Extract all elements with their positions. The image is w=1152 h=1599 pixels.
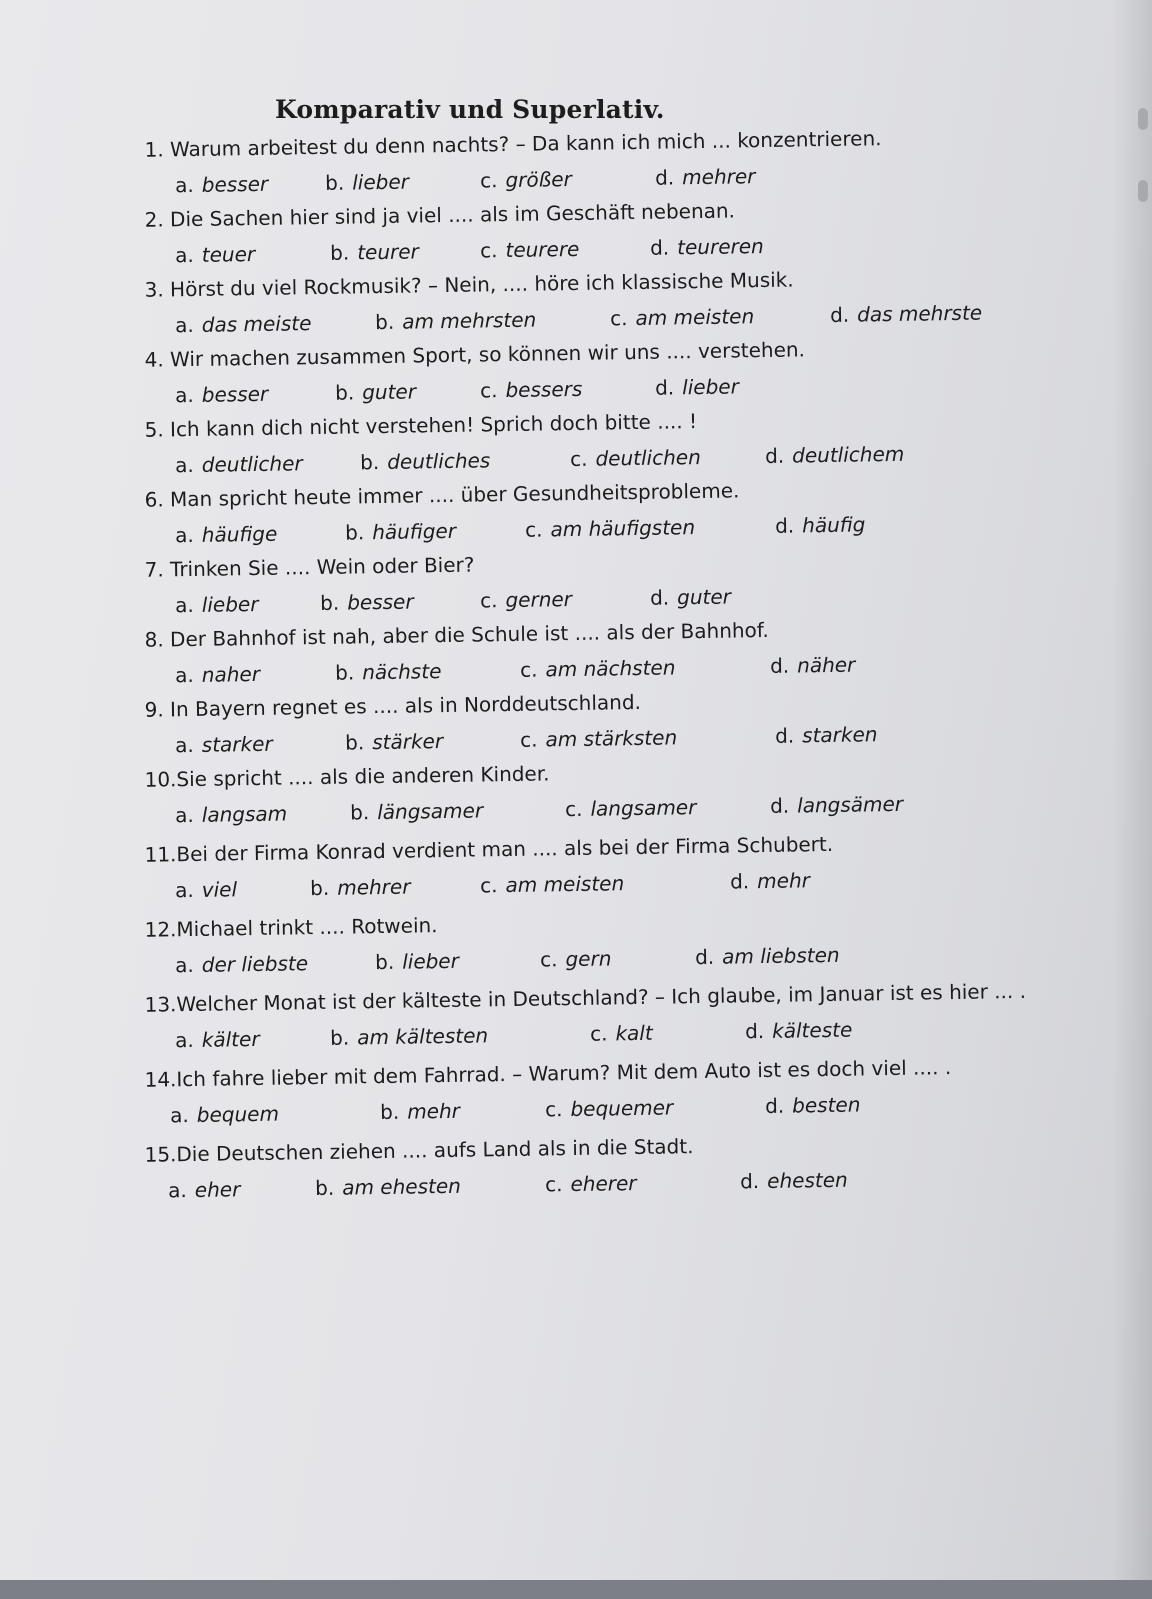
answer-option xyxy=(175,172,268,197)
question-text: 13.Welcher Monat ist der kälteste in Deutschland? – Ich glaube, im Januar ist es hier ... . xyxy=(144,978,1027,1017)
option-letter: c. xyxy=(479,588,498,613)
option-word: deutlichen xyxy=(595,444,701,471)
option-word: häufig xyxy=(801,512,866,538)
option-word: besser xyxy=(347,589,414,615)
option-word: das mehrste xyxy=(856,300,983,327)
option-letter: d. xyxy=(744,1018,765,1044)
option-word: kälter xyxy=(201,1026,260,1052)
option-letter: d. xyxy=(654,165,675,190)
option-letter: a. xyxy=(174,592,194,618)
option-word: stärker xyxy=(372,729,444,755)
answer-option xyxy=(655,374,739,399)
answer-option xyxy=(175,1027,260,1052)
option-word: am häufigsten xyxy=(550,515,696,542)
option-word: ehesten xyxy=(766,1167,848,1193)
option-letter: b. xyxy=(379,1099,400,1125)
option-word: lieber xyxy=(681,374,740,400)
answer-option xyxy=(770,792,903,818)
answer-option xyxy=(650,585,731,610)
option-word: bequemer xyxy=(570,1095,674,1122)
option-word: lieber xyxy=(402,948,460,974)
answer-option xyxy=(520,655,676,681)
answer-option xyxy=(175,662,260,687)
option-word: bequem xyxy=(196,1101,280,1127)
question-text: 15.Die Deutschen ziehen .... aufs Land als in die Stadt. xyxy=(144,1134,694,1167)
option-word: besser xyxy=(201,381,269,407)
answer-option xyxy=(655,164,756,190)
answer-option xyxy=(830,301,982,327)
option-word: starken xyxy=(801,722,878,748)
option-word: viel xyxy=(201,877,238,902)
answer-option xyxy=(695,943,840,969)
option-word: am nächsten xyxy=(545,655,676,682)
option-word: am meisten xyxy=(505,871,625,898)
answer-option xyxy=(775,722,878,748)
answer-option xyxy=(175,592,259,617)
option-word: mehrer xyxy=(681,164,756,190)
option-word: häufige xyxy=(201,521,278,547)
option-letter: d. xyxy=(764,443,785,468)
answer-option xyxy=(380,1099,460,1124)
option-word: das meiste xyxy=(201,311,312,337)
option-letter: c. xyxy=(479,238,498,263)
option-word: kalt xyxy=(615,1020,653,1046)
option-letter: b. xyxy=(314,1175,335,1201)
option-word: deutlicher xyxy=(201,451,303,477)
option-letter: c. xyxy=(544,1172,563,1197)
option-letter: a. xyxy=(174,802,194,828)
question-text: 11.Bei der Firma Konrad verdient man .... als bei der Firma Schubert. xyxy=(144,831,834,867)
option-letter: a. xyxy=(174,877,194,903)
option-word: bessers xyxy=(505,376,583,403)
option-letter: c. xyxy=(519,657,538,682)
option-letter: b. xyxy=(374,949,395,975)
answer-option xyxy=(480,377,583,403)
option-letter: d. xyxy=(764,1093,785,1118)
answer-option xyxy=(375,308,536,335)
option-letter: b. xyxy=(374,309,395,335)
option-word: deutlichem xyxy=(791,441,905,468)
option-letter: a. xyxy=(174,172,194,198)
answer-option xyxy=(175,382,268,407)
option-letter: d. xyxy=(774,723,795,748)
option-letter: c. xyxy=(524,517,543,542)
option-word: mehrer xyxy=(337,874,411,900)
answer-option xyxy=(610,304,754,330)
option-letter: c. xyxy=(564,796,583,822)
option-letter: c. xyxy=(539,947,558,972)
answer-option xyxy=(525,515,695,542)
option-letter: d. xyxy=(739,1169,760,1194)
answer-option xyxy=(175,801,287,827)
answer-option xyxy=(170,1102,279,1128)
option-letter: b. xyxy=(344,730,365,755)
question-text: 8. Der Bahnhof ist nah, aber die Schule ist .... als der Bahnhof. xyxy=(144,617,769,652)
option-word: mehr xyxy=(756,868,811,894)
option-letter: a. xyxy=(174,242,194,268)
option-letter: a. xyxy=(169,1103,189,1128)
answer-option xyxy=(765,442,905,468)
question-text: 2. Die Sachen hier sind ja viel .... als im Geschäft nebenan. xyxy=(144,198,736,232)
option-letter: d. xyxy=(694,944,715,970)
answer-option xyxy=(325,170,409,195)
option-word: besten xyxy=(791,1092,861,1118)
option-letter: d. xyxy=(769,653,790,678)
question-text: 6. Man spricht heute immer .... über Gesundheitsprobleme. xyxy=(144,478,740,512)
question-item xyxy=(0,902,1152,990)
answer-option xyxy=(335,379,416,404)
option-word: mehr xyxy=(407,1098,461,1124)
option-word: guter xyxy=(676,584,732,610)
option-word: der liebste xyxy=(201,951,309,977)
option-letter: b. xyxy=(329,1025,350,1050)
option-letter: c. xyxy=(544,1097,563,1122)
answer-option xyxy=(740,1168,848,1194)
option-word: teurer xyxy=(357,239,419,265)
option-letter: d. xyxy=(769,793,790,818)
option-word: am ehesten xyxy=(342,1173,462,1200)
answer-option xyxy=(168,1177,241,1202)
option-word: eher xyxy=(194,1177,241,1202)
question-text: 10.Sie spricht .... als die anderen Kinder. xyxy=(144,761,550,792)
question-item xyxy=(0,827,1152,915)
answer-option xyxy=(335,659,442,685)
answer-option xyxy=(480,871,624,897)
option-letter: d. xyxy=(729,869,750,894)
option-letter: b. xyxy=(329,240,350,265)
answer-option xyxy=(770,653,856,678)
option-letter: c. xyxy=(589,1021,608,1046)
question-text: 3. Hörst du viel Rockmusik? – Nein, .... höre ich klassische Musik. xyxy=(144,267,794,302)
option-letter: c. xyxy=(479,873,498,898)
option-letter: d. xyxy=(829,302,850,327)
option-word: eherer xyxy=(570,1171,637,1197)
option-word: längsamer xyxy=(377,798,484,825)
answer-option xyxy=(480,237,580,263)
answer-option xyxy=(545,1095,673,1121)
option-letter: a. xyxy=(174,732,194,758)
option-letter: c. xyxy=(569,446,588,472)
option-letter: c. xyxy=(479,378,498,403)
answer-option xyxy=(775,512,866,537)
answer-option xyxy=(345,729,443,755)
option-word: gerner xyxy=(505,587,573,613)
option-letter: c. xyxy=(479,168,498,193)
answer-option xyxy=(520,725,677,751)
option-letter: d. xyxy=(774,513,795,538)
option-word: teureren xyxy=(676,234,764,260)
answer-option xyxy=(315,1174,461,1200)
answer-option xyxy=(175,451,303,477)
option-word: langsamer xyxy=(590,795,697,821)
option-letter: b. xyxy=(334,380,355,405)
answer-option xyxy=(360,448,490,474)
option-letter: a. xyxy=(174,952,194,978)
option-word: häufiger xyxy=(372,518,457,545)
option-word: besser xyxy=(201,171,269,197)
answer-option xyxy=(480,587,572,612)
option-word: guter xyxy=(362,379,417,405)
option-letter: b. xyxy=(359,450,380,475)
question-text: 9. In Bayern regnet es .... als in Norddeutschland. xyxy=(144,689,642,722)
option-word: naher xyxy=(201,661,261,687)
option-word: starker xyxy=(201,731,273,757)
option-word: am kältesten xyxy=(357,1023,489,1050)
option-letter: b. xyxy=(319,590,340,615)
option-letter: c. xyxy=(609,306,628,331)
question-text: 5. Ich kann dich nicht verstehen! Sprich doch bitte .... ! xyxy=(144,409,698,442)
question-item xyxy=(0,977,1152,1065)
answer-option xyxy=(350,798,483,824)
question-text: 12.Michael trinkt .... Rotwein. xyxy=(144,913,438,942)
answer-option xyxy=(330,239,419,264)
answer-option xyxy=(545,1171,637,1196)
option-letter: b. xyxy=(309,875,330,901)
option-word: teuer xyxy=(201,241,256,267)
option-word: näher xyxy=(796,652,856,678)
question-item xyxy=(0,1127,1152,1215)
question-text: 7. Trinken Sie .... Wein oder Bier? xyxy=(144,552,475,582)
worksheet-title: Komparativ und Superlativ. xyxy=(275,95,665,124)
option-word: lieber xyxy=(352,169,410,195)
answer-option xyxy=(590,1021,653,1046)
option-letter: a. xyxy=(174,1027,194,1053)
answer-option xyxy=(730,868,810,893)
answer-option xyxy=(375,949,459,974)
option-letter: a. xyxy=(174,382,194,408)
answer-option xyxy=(765,1092,861,1117)
answer-option xyxy=(480,167,572,192)
answer-option xyxy=(565,795,697,821)
answer-option xyxy=(175,951,308,977)
option-word: gern xyxy=(565,946,612,972)
option-letter: d. xyxy=(649,235,670,260)
option-word: teurere xyxy=(505,236,580,263)
question-item xyxy=(0,1052,1152,1140)
answer-option xyxy=(310,875,411,901)
option-letter: d. xyxy=(654,375,675,400)
answer-option xyxy=(175,522,278,548)
answer-option xyxy=(570,445,701,471)
option-word: kälteste xyxy=(771,1017,853,1043)
question-text: 1. Warum arbeitest du denn nachts? – Da kann ich mich ... konzentrieren. xyxy=(144,126,882,162)
answer-option xyxy=(330,1023,488,1049)
option-word: am liebsten xyxy=(721,942,840,969)
option-letter: a. xyxy=(174,312,194,338)
option-word: am stärksten xyxy=(545,725,678,752)
answer-option xyxy=(175,311,312,337)
answer-option xyxy=(320,590,414,615)
answer-option xyxy=(540,946,612,971)
option-letter: c. xyxy=(519,727,538,752)
answer-option xyxy=(745,1018,853,1044)
question-text: 14.Ich fahre lieber mit dem Fahrrad. – Warum? Mit dem Auto ist es doch viel .... . xyxy=(144,1055,952,1092)
option-word: langsämer xyxy=(796,791,904,818)
option-letter: a. xyxy=(174,522,194,548)
answer-option xyxy=(175,877,237,902)
question-text: 4. Wir machen zusammen Sport, so können wir uns .... verstehen. xyxy=(144,337,806,372)
option-word: langsam xyxy=(201,801,288,827)
option-word: am mehrsten xyxy=(402,307,537,334)
answer-option xyxy=(345,519,456,545)
option-letter: b. xyxy=(349,800,370,825)
answer-option xyxy=(175,732,273,758)
answer-option xyxy=(650,234,764,260)
option-word: lieber xyxy=(201,591,259,617)
answer-option xyxy=(175,242,255,267)
option-letter: b. xyxy=(334,660,355,685)
option-letter: b. xyxy=(344,520,365,545)
option-word: deutliches xyxy=(387,448,491,474)
option-word: größer xyxy=(505,167,572,193)
option-letter: d. xyxy=(649,585,670,610)
option-letter: a. xyxy=(174,452,194,478)
option-word: am meisten xyxy=(635,304,755,331)
option-letter: a. xyxy=(167,1178,187,1203)
option-letter: a. xyxy=(174,662,194,688)
option-letter: b. xyxy=(324,170,345,195)
option-word: nächste xyxy=(362,659,442,685)
